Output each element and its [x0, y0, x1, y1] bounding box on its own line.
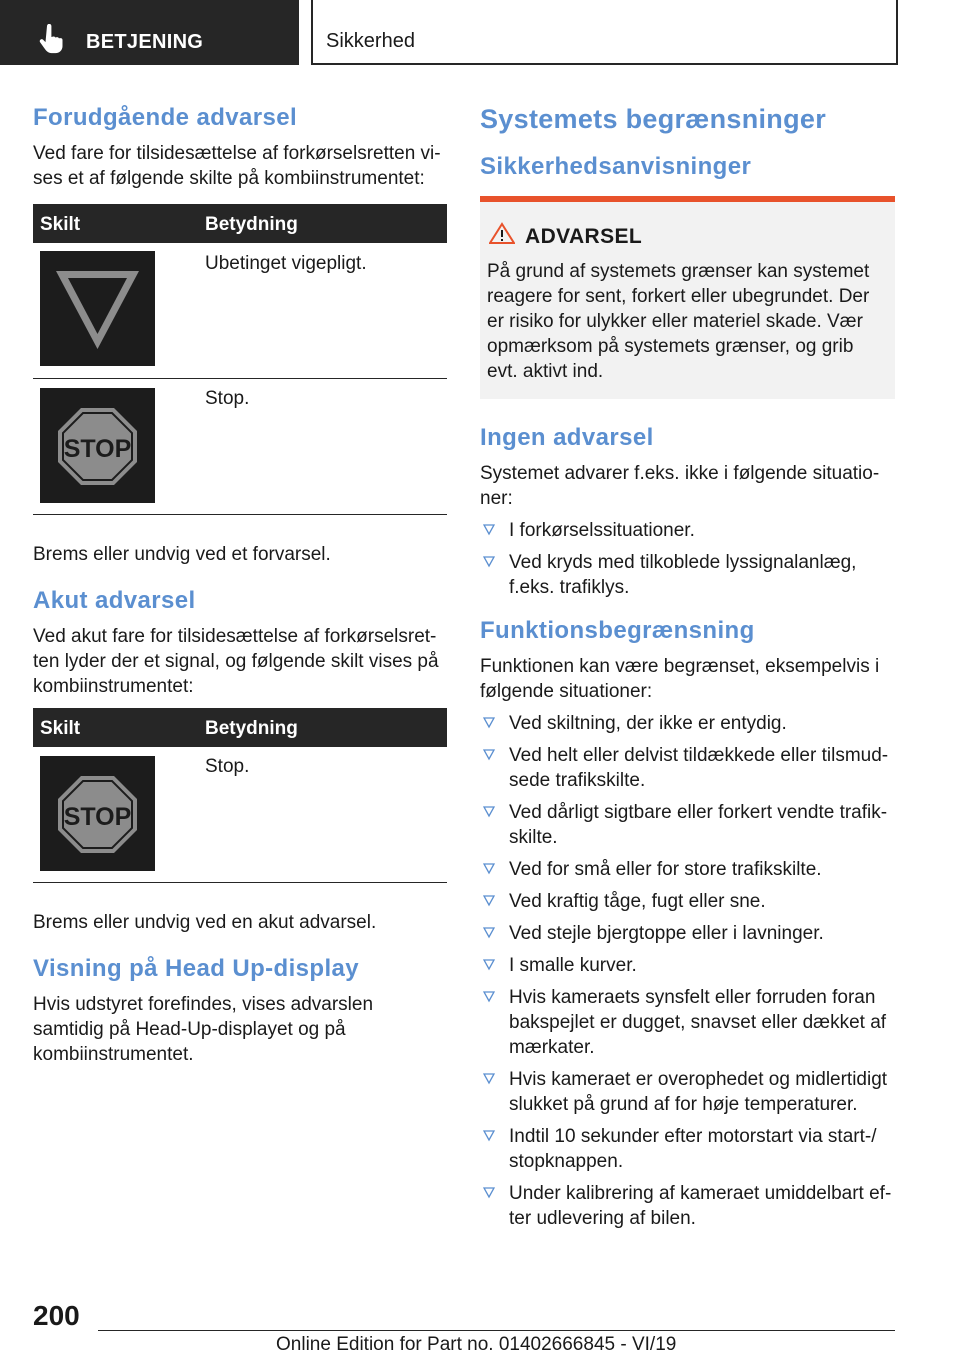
bullet-triangle-icon: [483, 1185, 495, 1199]
left-column: [33, 100, 447, 1067]
bullet-triangle-icon: [483, 957, 495, 971]
list-item-text: I smalle kurver.: [509, 955, 637, 976]
list-item-text: Hvis kameraets synsfelt eller forruden foran bakspejlet er dugget, snavset eller dækket af mærkater.: [509, 987, 887, 1058]
list-item-text: Ved stejle bjergtoppe eller i lavninger.: [509, 923, 824, 944]
warning-text: På grund af systemets grænser kan systemet reagere for sent, forkert eller ubegrundet. Der er risiko for ulykker eller materiel skade. Vær opmærksom på systemets grænser, og grib evt. aktivt ind.: [487, 261, 870, 382]
chapter-title: Sikkerhed: [326, 30, 415, 52]
table-header: [33, 204, 447, 243]
warning-label: ADVARSEL: [525, 225, 643, 248]
warning-triangle-icon: [489, 222, 515, 244]
bullet-triangle-icon: [483, 1071, 495, 1085]
paragraph: Ved akut fare for tilsidesættelse af forkørselsret-ten lyder der et signal, og følgende skilt vises på kombiinstrumentet:: [33, 626, 439, 697]
heading-systemets: Systemets begrænsninger: [480, 104, 827, 134]
list-item: [480, 743, 895, 793]
list-item-text: Under kalibrering af kameraet umiddelbart ef-ter udlevering af bilen.: [509, 1183, 892, 1229]
list-item: [480, 800, 895, 850]
section-tab: [0, 0, 299, 65]
section-title: BETJENING: [86, 31, 204, 53]
paragraph: Systemet advarer f.eks. ikke i følgende situatio-ner:: [480, 463, 880, 509]
warning-box: [480, 196, 895, 399]
list-item: [480, 711, 895, 736]
bullet-triangle-icon: [483, 522, 495, 536]
stop-sign-text: STOP: [63, 803, 132, 831]
list-item: [480, 1124, 895, 1174]
list-item-text: Indtil 10 sekunder efter motorstart via start-/ stopknappen.: [509, 1126, 877, 1172]
bullet-triangle-icon: [483, 715, 495, 729]
table-row: [33, 379, 447, 515]
bullet-triangle-icon: [483, 861, 495, 875]
list-item-text: Ved skiltning, der ikke er entydig.: [509, 713, 787, 734]
stop-sign-icon: [40, 756, 155, 871]
footer-divider: [98, 1330, 895, 1331]
paragraph: Brems eller undvig ved en akut advarsel.: [33, 912, 377, 933]
heading-forudgaaende: Forudgående advarsel: [33, 104, 298, 131]
bullet-triangle-icon: [483, 925, 495, 939]
edition-text: Online Edition for Part no. 01402666845 - VI/19: [276, 1334, 677, 1355]
heading-akut: Akut advarsel: [33, 587, 196, 614]
list-item-text: Ved for små eller for store trafikskilte.: [509, 859, 822, 880]
bullet-triangle-icon: [483, 893, 495, 907]
chapter-tab: [311, 0, 898, 65]
col-header-betydning: Betydning: [205, 214, 298, 235]
bullet-triangle-icon: [483, 554, 495, 568]
bullet-list: [480, 518, 895, 600]
stop-sign-image: [40, 388, 155, 503]
list-item: [480, 550, 895, 600]
bullet-triangle-icon: [483, 1128, 495, 1142]
stop-sign-image: [40, 756, 155, 871]
list-item: [480, 518, 895, 543]
list-item: [480, 985, 895, 1060]
yield-sign-image: [40, 251, 155, 366]
page-number: 200: [33, 1300, 80, 1331]
list-item-text: Ved kraftig tåge, fugt eller sne.: [509, 891, 766, 912]
paragraph: Funktionen kan være begrænset, eksempelvis i følgende situationer:: [480, 656, 880, 702]
list-item-text: I forkørselssituationer.: [509, 520, 695, 541]
table-header: [33, 708, 447, 747]
list-item: [480, 1181, 895, 1231]
right-column: [480, 100, 895, 1238]
heading-funktions: Funktionsbegrænsning: [480, 617, 755, 644]
col-header-skilt: Skilt: [40, 718, 81, 739]
paragraph: Hvis udstyret forefindes, vises advarslen samtidig på Head-Up-displayet og på kombiinstrumentet.: [33, 994, 374, 1065]
hand-pointer-icon: [38, 24, 66, 54]
list-item-text: Hvis kameraet er overophedet og midlertidigt slukket på grund af for høje temperaturer.: [509, 1069, 888, 1115]
bullet-triangle-icon: [483, 747, 495, 761]
bullet-list: [480, 711, 895, 1231]
table-cell-meaning: Stop.: [205, 756, 250, 777]
bullet-triangle-icon: [483, 804, 495, 818]
heading-sikkerhed: Sikkerhedsanvisninger: [480, 153, 752, 180]
table-row: [33, 243, 447, 379]
list-item: [480, 857, 895, 882]
stop-sign-icon: [40, 388, 155, 503]
table-cell-meaning: Ubetinget vigepligt.: [205, 253, 367, 274]
yield-sign-icon: [40, 251, 155, 366]
table-row: [33, 747, 447, 883]
paragraph: Brems eller undvig ved et forvarsel.: [33, 544, 331, 565]
list-item: [480, 889, 895, 914]
col-header-skilt: Skilt: [40, 214, 81, 235]
list-item: [480, 1067, 895, 1117]
heading-hud: Visning på Head Up-display: [33, 955, 360, 982]
paragraph: Ved fare for tilsidesættelse af forkørselsretten vi-ses et af følgende skilte på kombiinstrumentet:: [33, 143, 441, 189]
heading-ingen: Ingen advarsel: [480, 424, 654, 451]
list-item-text: Ved dårligt sigtbare eller forkert vendte trafik-skilte.: [509, 802, 888, 848]
list-item-text: Ved helt eller delvist tildækkede eller tilsmud-sede trafikskilte.: [509, 745, 889, 791]
list-item: [480, 953, 895, 978]
list-item: [480, 921, 895, 946]
bullet-triangle-icon: [483, 989, 495, 1003]
stop-sign-text: STOP: [63, 435, 132, 463]
table-cell-meaning: Stop.: [205, 388, 250, 409]
col-header-betydning: Betydning: [205, 718, 298, 739]
list-item-text: Ved kryds med tilkoblede lyssignalanlæg, f.eks. trafiklys.: [509, 552, 857, 598]
